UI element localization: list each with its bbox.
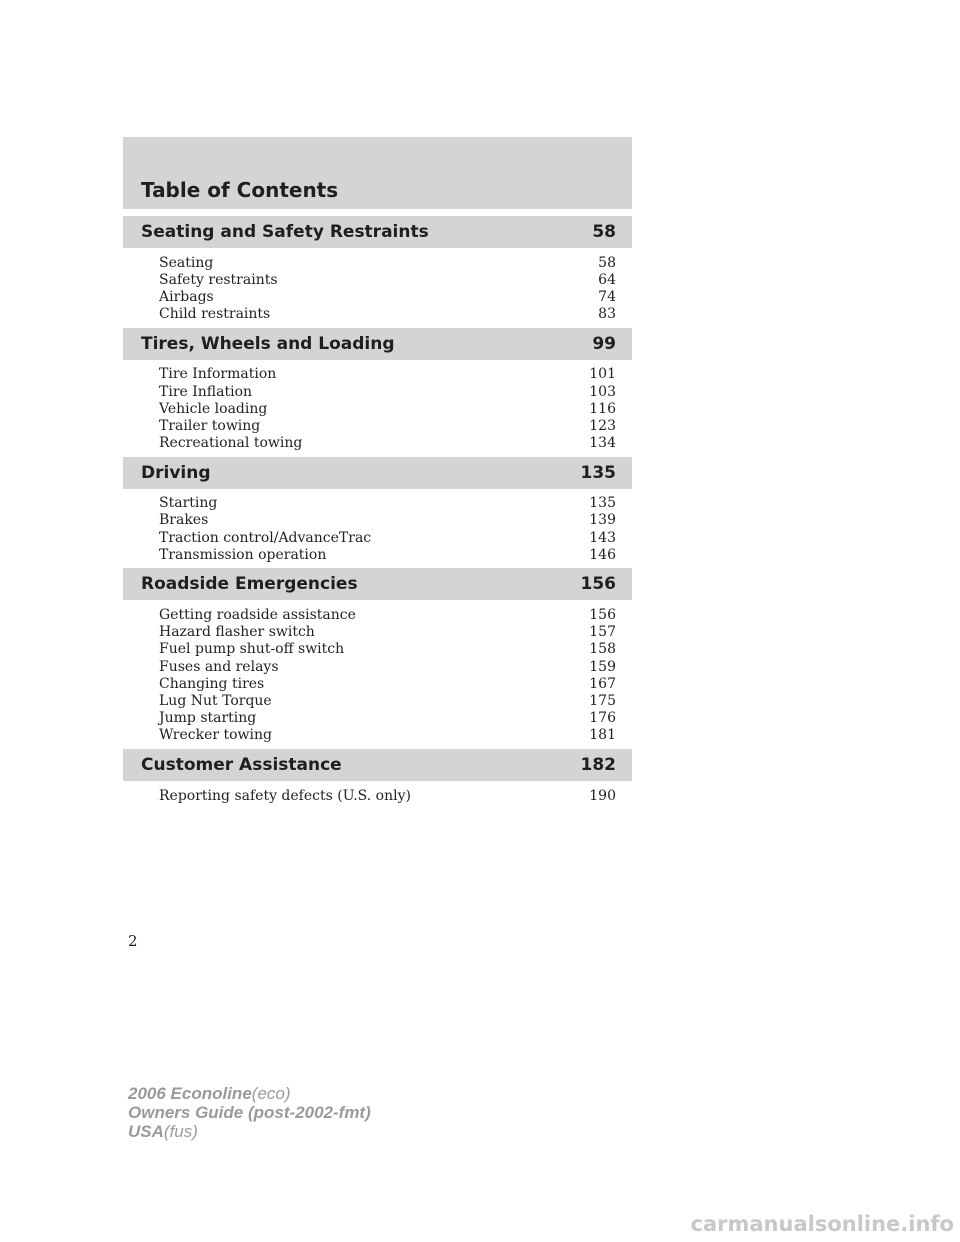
entry-label: Tire Inflation [159,383,253,400]
toc-entry[interactable] [159,710,616,727]
entry-label: Fuel pump shut-off switch [159,641,345,658]
section-entries [123,495,632,564]
section-page: 135 [580,462,616,483]
section-title: Seating and Safety Restraints [141,222,429,242]
entry-page: 159 [589,658,616,675]
entry-page: 176 [589,710,616,727]
section-header[interactable] [123,457,632,489]
entry-page: 143 [589,529,616,546]
section-header[interactable] [123,216,632,248]
section-header[interactable] [123,328,632,360]
entry-label: Reporting safety defects (U.S. only) [159,787,411,804]
toc-entry[interactable] [159,306,616,323]
section-entries [123,606,632,744]
entry-page: 157 [589,624,616,641]
toc-entry[interactable] [159,624,616,641]
toc-section [123,568,632,744]
entry-page: 58 [598,254,616,271]
entry-page: 158 [589,641,616,658]
entry-label: Safety restraints [159,271,278,288]
toc-entry[interactable] [159,271,616,288]
entry-page: 175 [589,692,616,709]
entry-label: Vehicle loading [159,400,268,417]
entry-label: Fuses and relays [159,658,279,675]
entry-label: Traction control/AdvanceTrac [159,529,372,546]
entry-label: Brakes [159,512,209,529]
section-title: Roadside Emergencies [141,574,358,595]
section-entries [123,366,632,452]
toc-entry[interactable] [159,606,616,623]
entry-label: Tire Information [159,366,277,383]
entry-page: 74 [598,288,616,305]
footer-model: 2006 Econoline [128,1084,252,1103]
entry-page: 101 [589,366,616,383]
section-page: 156 [580,574,616,595]
section-header[interactable] [123,568,632,600]
entry-label: Starting [159,495,218,512]
toc-section [123,749,632,804]
toc-entry[interactable] [159,400,616,417]
entry-label: Recreational towing [159,435,303,452]
entry-label: Getting roadside assistance [159,607,356,624]
entry-page: 167 [589,675,616,692]
entry-page: 134 [589,435,616,452]
entry-page: 135 [589,495,616,512]
footer-region: USA [128,1122,164,1141]
entry-label: Child restraints [159,306,271,323]
toc-entry[interactable] [159,512,616,529]
toc-entry[interactable] [159,529,616,546]
page-title: Table of Contents [141,178,339,202]
entry-label: Seating [159,254,214,271]
entry-page: 156 [589,607,616,624]
entry-label: Airbags [159,288,214,305]
entry-label: Jump starting [159,710,257,727]
entry-page: 139 [589,512,616,529]
section-page: 99 [592,333,616,354]
entry-page: 146 [589,546,616,563]
entry-page: 64 [598,271,616,288]
entry-page: 123 [589,417,616,434]
footer-line-region [128,1122,371,1141]
page-number: 2 [128,932,138,950]
entry-page: 190 [589,787,616,804]
footer-region-code: (fus) [163,1122,198,1141]
footer-line-guide [128,1103,371,1122]
footer-line-model [128,1084,371,1103]
entry-label: Lug Nut Torque [159,692,272,709]
document-footer [128,1084,371,1141]
entry-label: Wrecker towing [159,727,272,744]
entry-page: 103 [589,383,616,400]
toc-entry[interactable] [159,288,616,305]
watermark: carmanualsonline.info [690,1212,954,1236]
footer-model-code: (eco) [251,1084,291,1103]
toc-entry[interactable] [159,254,616,271]
entry-label: Changing tires [159,675,265,692]
toc-entry[interactable] [159,675,616,692]
toc-entry[interactable] [159,641,616,658]
toc-entry[interactable] [159,692,616,709]
entry-page: 181 [589,727,616,744]
toc-section [123,457,632,564]
table-of-contents [123,216,632,809]
toc-entry[interactable] [159,417,616,434]
footer-guide: Owners Guide (post-2002-fmt) [128,1103,371,1122]
toc-section [123,216,632,323]
toc-entry[interactable] [159,366,616,383]
section-title: Driving [141,462,211,483]
section-page: 58 [592,222,616,242]
toc-entry[interactable] [159,383,616,400]
entry-page: 83 [598,306,616,323]
toc-entry[interactable] [159,727,616,744]
entry-label: Transmission operation [159,546,327,563]
section-page: 182 [580,754,616,775]
toc-entry[interactable] [159,546,616,563]
section-entries [123,787,632,804]
section-header[interactable] [123,749,632,781]
toc-entry[interactable] [159,658,616,675]
toc-section [123,328,632,452]
toc-entry[interactable] [159,495,616,512]
section-title: Tires, Wheels and Loading [141,333,395,354]
toc-entry[interactable] [159,787,616,804]
toc-entry[interactable] [159,435,616,452]
section-title: Customer Assistance [141,754,342,775]
entry-label: Hazard flasher switch [159,624,315,641]
entry-label: Trailer towing [159,417,261,434]
entry-page: 116 [589,400,616,417]
section-entries [123,254,632,323]
